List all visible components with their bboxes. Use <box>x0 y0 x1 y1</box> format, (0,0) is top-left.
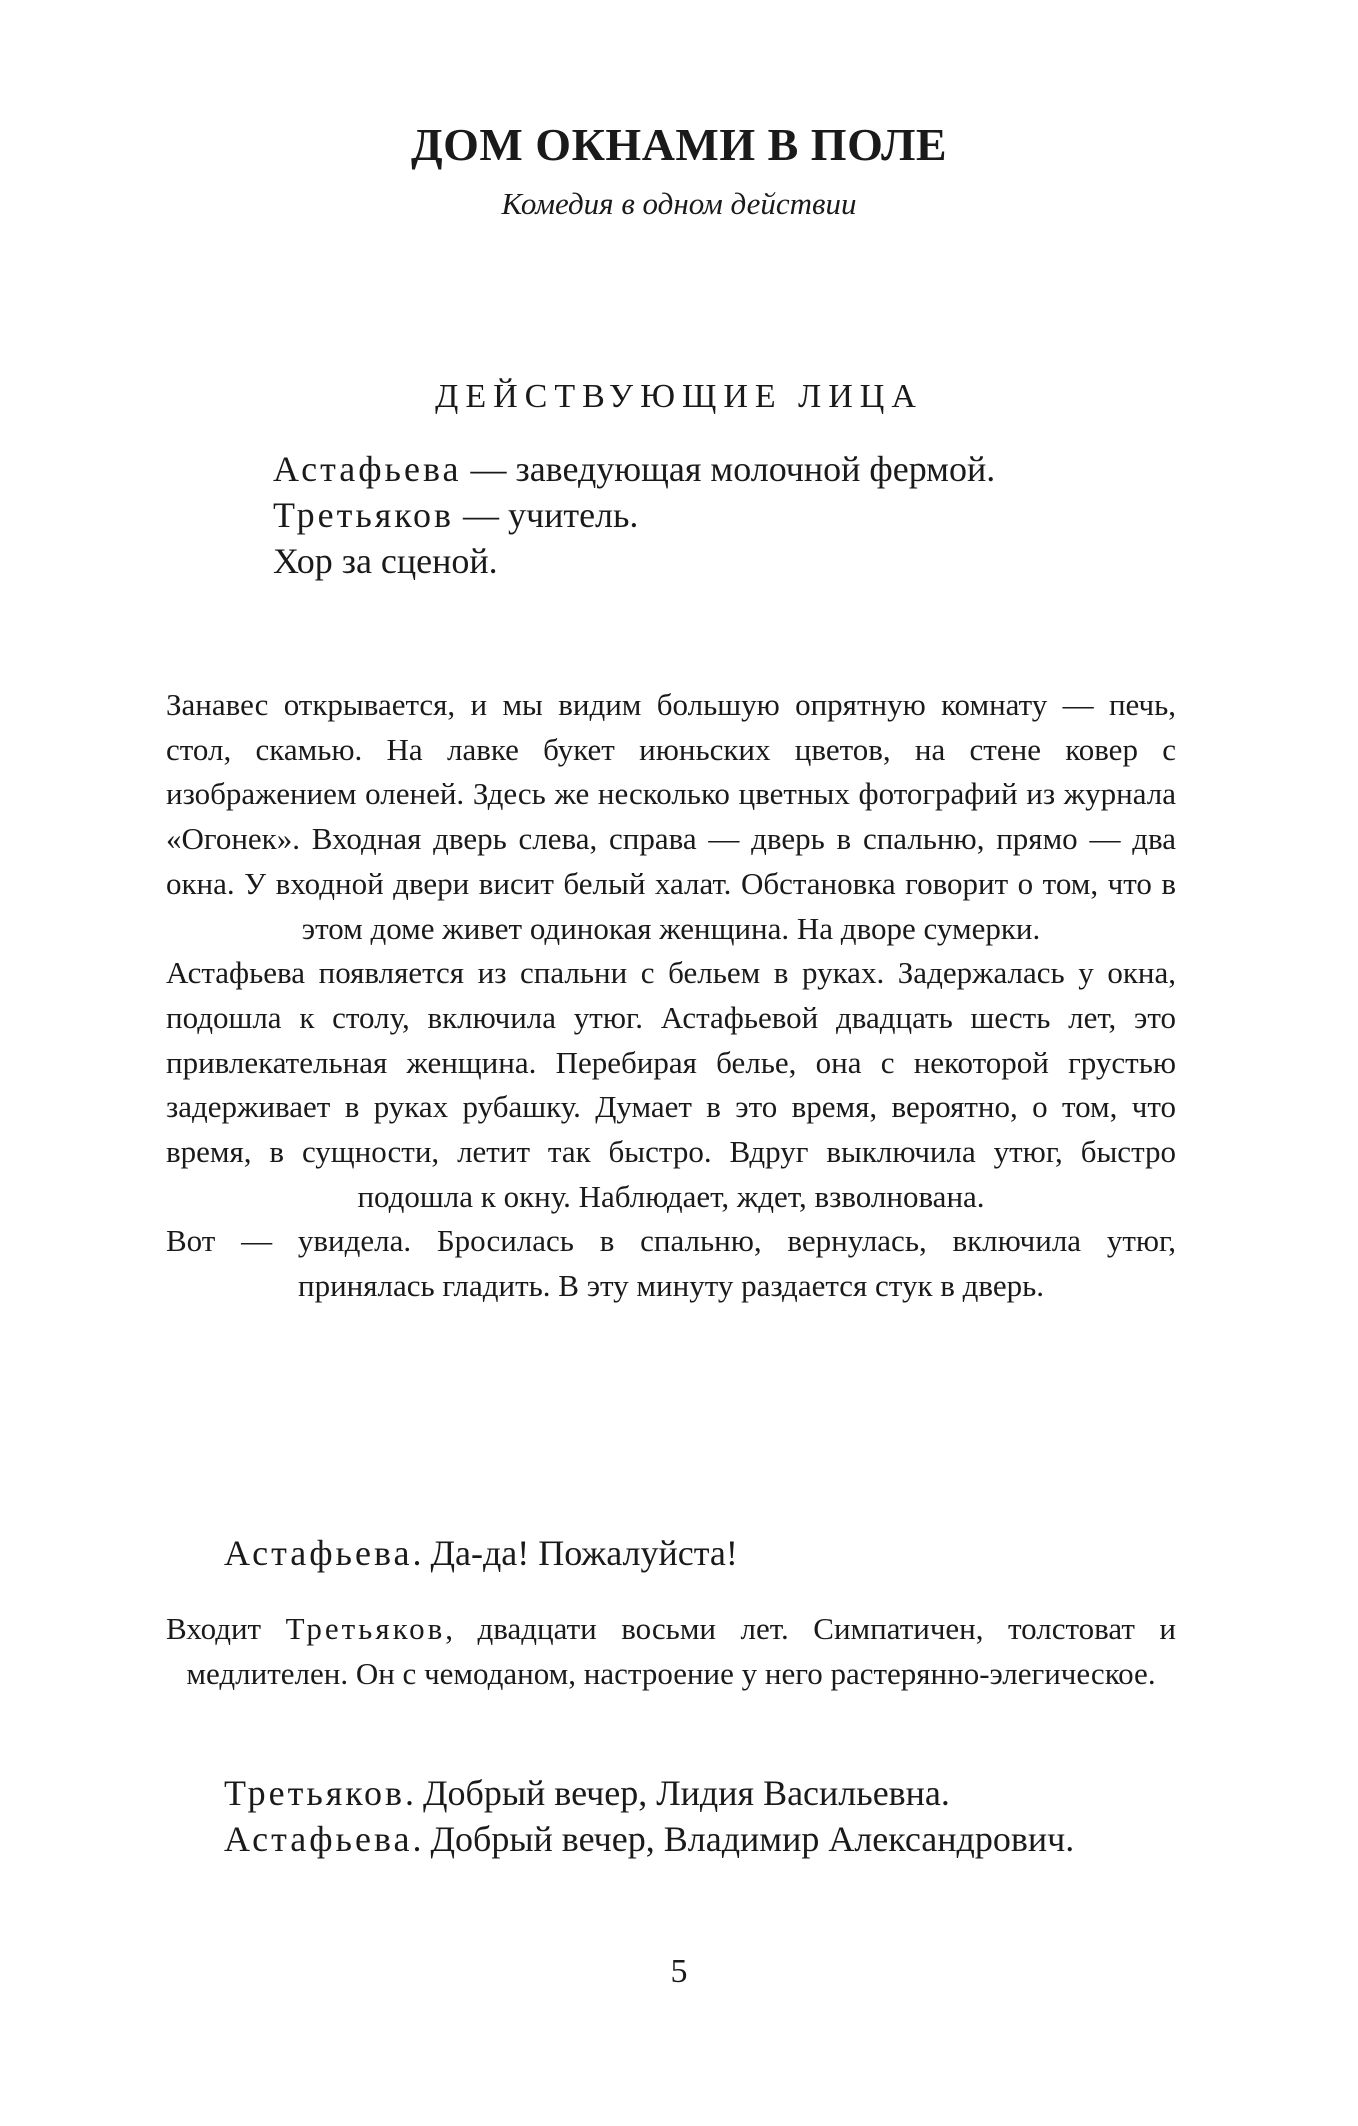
cast-member <box>273 492 995 538</box>
stage-direction-text: , двадцати восьми лет. Симпатичен, толстоват и медлителен. Он с чемоданом, настроение у него растерянно-элегическое. <box>186 1611 1176 1691</box>
stage-direction-prefix: Входит <box>166 1611 286 1646</box>
dialogue-text: . Добрый вечер, Лидия Васильевна. <box>404 1773 950 1813</box>
cast-member <box>273 446 995 492</box>
stage-direction-paragraph: Занавес открывается, и мы видим большую опрятную комнату — печь, стол, скамью. На лавке букет июньских цветов, на стене ковер с изображением оленей. Здесь же несколько цветных фотографий из журнала «Огонек». Входная дверь слева, справа — дверь в спальню, прямо — два окна. У входной двери висит белый халат. Обстановка говорит о том, что в этом доме живет одинокая женщина. На дворе сумерки. <box>166 687 1176 946</box>
play-subtitle: Комедия в одном действии <box>501 186 857 221</box>
cast-member-description: — учитель. <box>453 495 639 535</box>
cast-member <box>273 538 995 584</box>
cast-member-name: Астафьева <box>273 449 462 489</box>
cast-list <box>273 446 995 584</box>
dialogue-text: . Да-да! Пожалуйста! <box>412 1533 738 1573</box>
dialogue-line <box>224 1530 738 1576</box>
character-name: Третьяков <box>285 1611 446 1646</box>
speaker-name: Астафьева <box>224 1533 413 1573</box>
stage-direction-block <box>166 683 1176 1309</box>
speaker-name: Астафьева <box>224 1819 413 1859</box>
speaker-name: Третьяков <box>224 1773 405 1813</box>
cast-member-description: Хор за сценой. <box>273 541 498 581</box>
stage-direction-entrance <box>166 1607 1176 1696</box>
page-number: 5 <box>670 1953 688 1990</box>
dialogue-line <box>166 1816 1176 1862</box>
stage-direction-paragraph <box>166 1607 1176 1696</box>
cast-heading: ДЕЙСТВУЮЩИЕ ЛИЦА <box>435 378 923 415</box>
cast-member-description: — заведующая молочной фермой. <box>461 449 996 489</box>
stage-direction-paragraph: Вот — увидела. Бросилась в спальню, вернулась, включила утюг, принялась гладить. В эту минуту раздается стук в дверь. <box>166 1223 1176 1304</box>
stage-direction-paragraph: Астафьева появляется из спальни с бельем в руках. Задержалась у окна, подошла к столу, включила утюг. Астафьевой двадцать шесть лет, это привлекательная женщина. Перебирая белье, она с некоторой грустью задерживает в руках рубашку. Думает в это время, вероятно, о том, что время, в сущности, летит так быстро. Вдруг выключила утюг, быстро подошла к окну. Наблюдает, ждет, взволнована. <box>166 955 1176 1214</box>
dialogue-line <box>224 1770 950 1816</box>
cast-member-name: Третьяков <box>273 495 454 535</box>
dialogue-text: . Добрый вечер, Владимир Александрович. <box>412 1819 1075 1859</box>
play-title: ДОМ ОКНАМИ В ПОЛЕ <box>410 119 948 170</box>
